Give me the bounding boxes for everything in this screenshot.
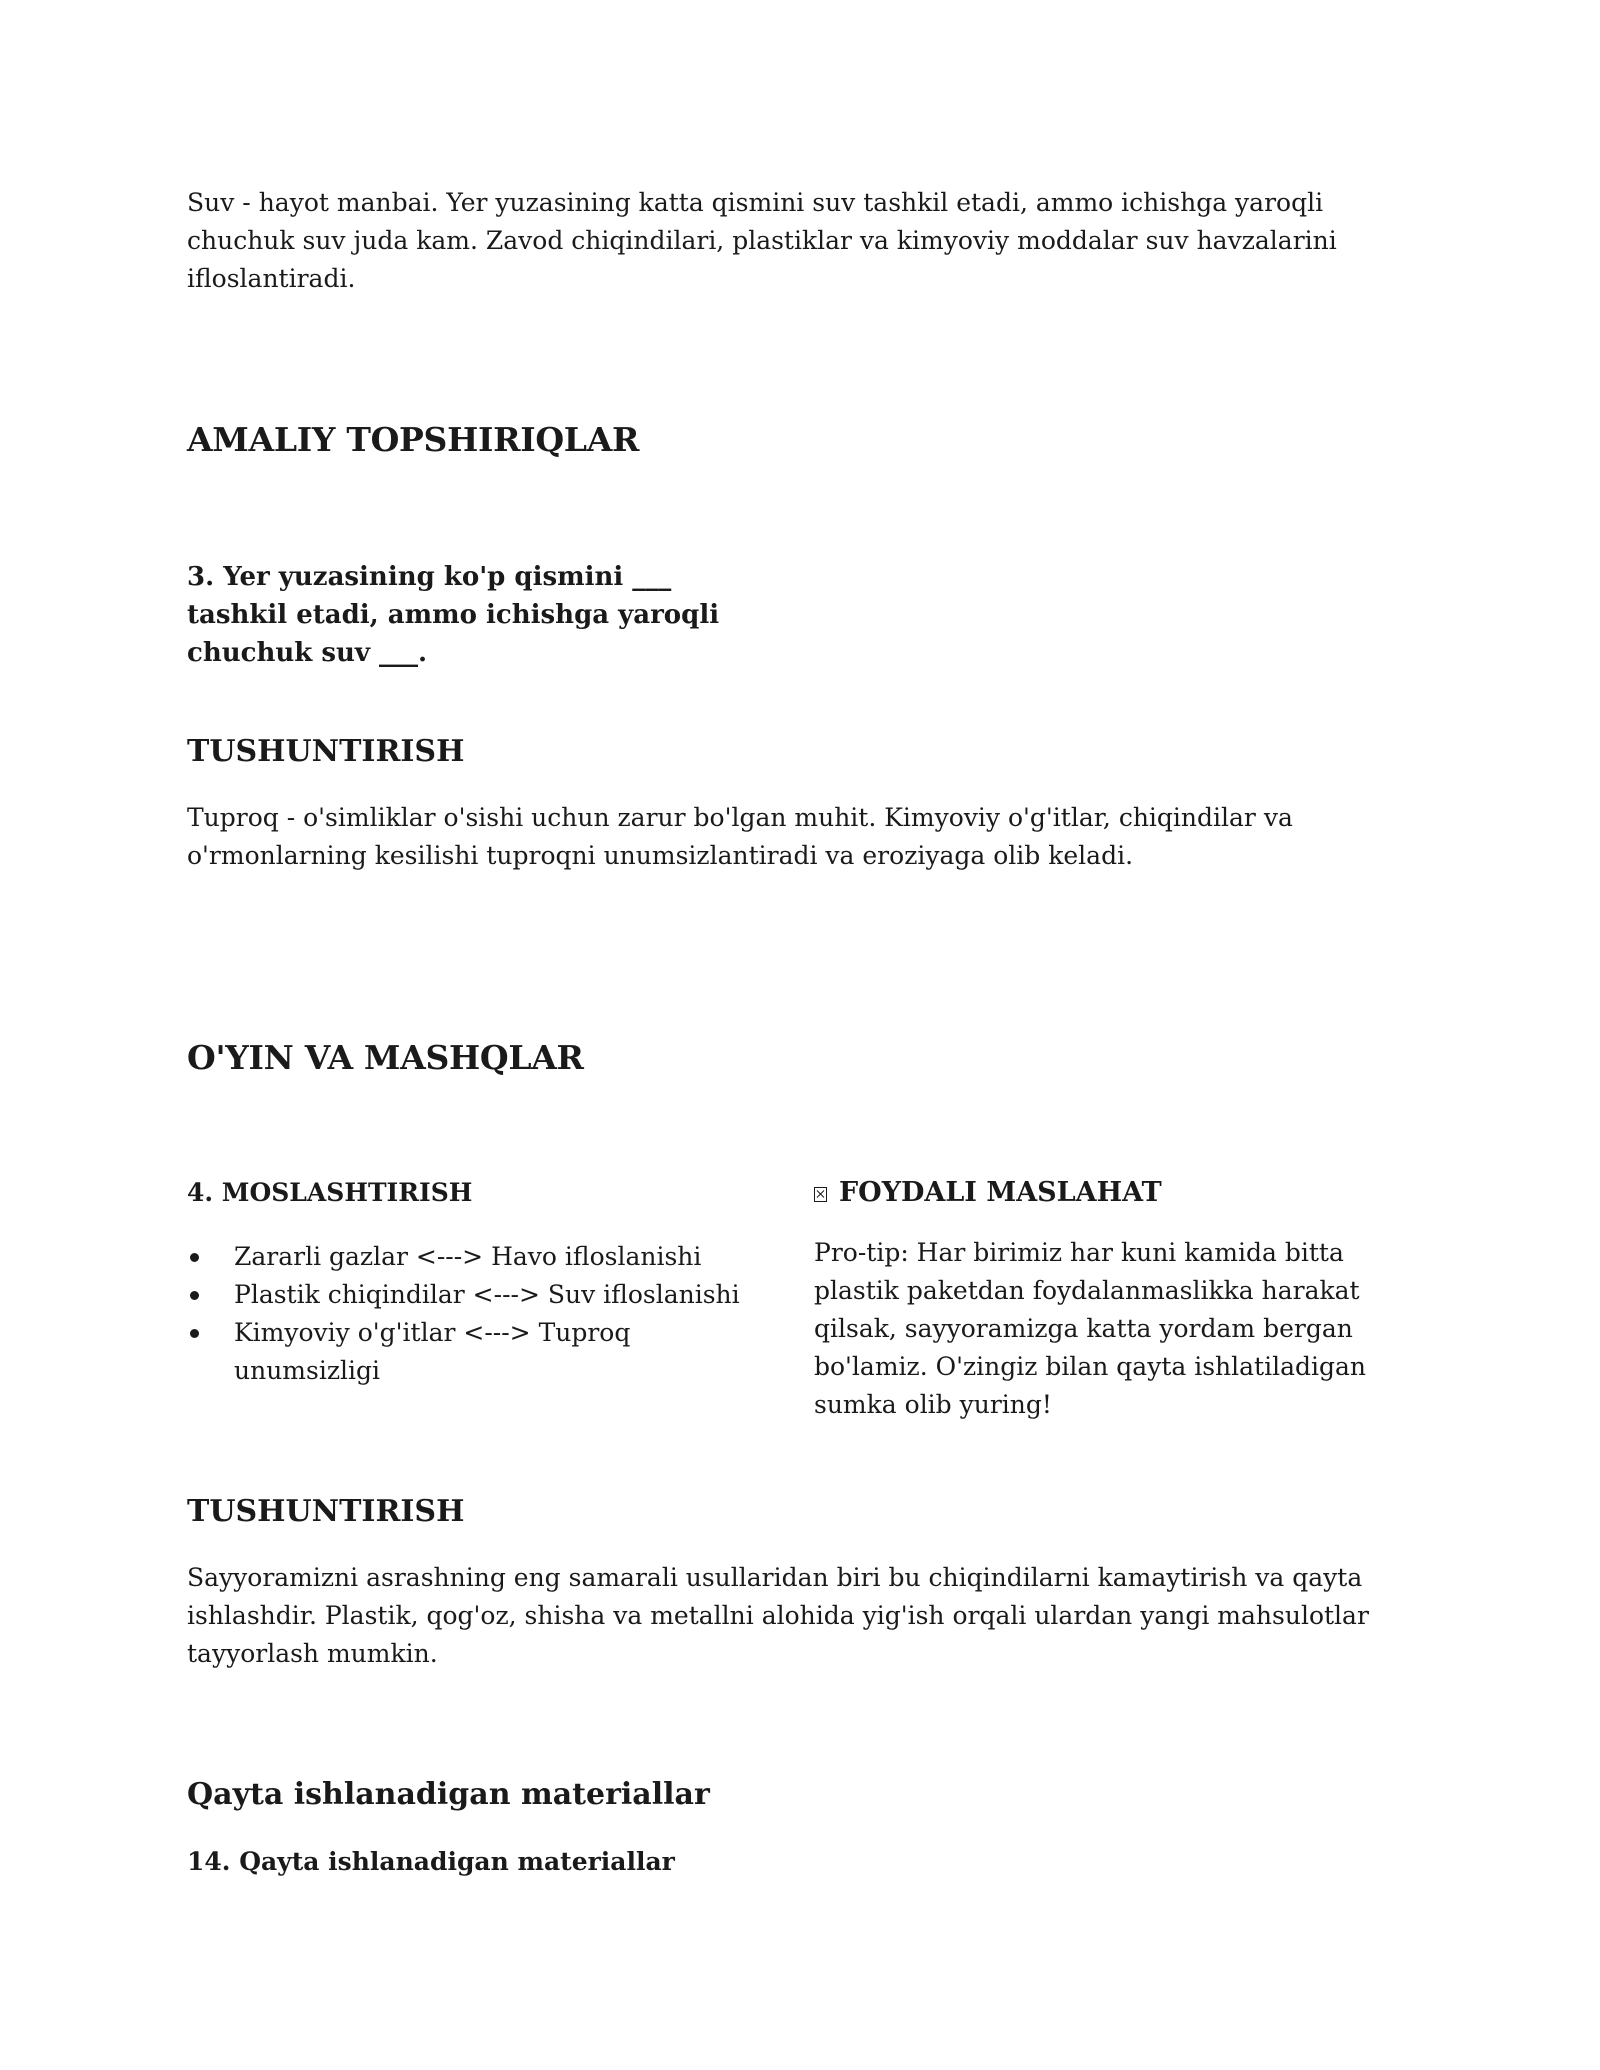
recycling-subheading: 14. Qayta ishlanadigan materiallar bbox=[187, 1847, 675, 1876]
explanation-heading-1: TUSHUNTIRISH bbox=[187, 734, 465, 769]
games-heading: O'YIN VA MASHQLAR bbox=[187, 1038, 584, 1077]
lightbulb-icon bbox=[814, 1187, 827, 1202]
tip-title: FOYDALI MASLAHAT bbox=[814, 1174, 1374, 1212]
matching-title: 4. MOSLASHTIRISH bbox=[187, 1178, 473, 1207]
practical-heading: AMALIY TOPSHIRIQLAR bbox=[187, 420, 640, 459]
practical-question: 3. Yer yuzasining ko'p qismini ___ tashkil etadi, ammo ichishga yaroqli chuchuk suv ___. bbox=[187, 562, 720, 668]
recycling-heading: Qayta ishlanadigan materiallar bbox=[187, 1777, 710, 1812]
list-item: Kimyoviy o'g'itlar <---> Tuproq unumsizligi bbox=[187, 1314, 767, 1390]
explanation-paragraph-1: Tuproq - o'simliklar o'sishi uchun zarur bo'lgan muhit. Kimyoviy o'g'itlar, chiqindilar va o'rmonlarning kesilishi tuproqni unumsizlantiradi va eroziyaga olib keladi. bbox=[187, 803, 1293, 870]
tip-text: Pro-tip: Har birimiz har kuni kamida bitta plastik paketdan foydalanmaslikka harakat qilsak, sayyoramizga katta yordam bergan bo'lamiz. O'zingiz bilan qayta ishlatiladigan sumka olib yuring! bbox=[814, 1238, 1367, 1419]
matching-section bbox=[187, 1174, 767, 1390]
intro-paragraph: Suv - hayot manbai. Yer yuzasining katta qismini suv tashkil etadi, ammo ichishga yaroqli chuchuk suv juda kam. Zavod chiqindilari, plastiklar va kimyoviy moddalar suv havzalarini ifloslantiradi. bbox=[187, 188, 1337, 293]
bullet-icon bbox=[190, 1291, 199, 1300]
bullet-icon bbox=[190, 1253, 199, 1262]
tip-section bbox=[814, 1174, 1374, 1424]
list-item: Zararli gazlar <---> Havo ifloslanishi bbox=[187, 1238, 767, 1276]
bullet-icon bbox=[190, 1329, 199, 1338]
explanation-heading-2: TUSHUNTIRISH bbox=[187, 1494, 465, 1529]
matching-list bbox=[187, 1238, 767, 1390]
explanation-paragraph-2: Sayyoramizni asrashning eng samarali usullaridan biri bu chiqindilarni kamaytirish va qayta ishlashdir. Plastik, qog'oz, shisha va metallni alohida yig'ish orqali ulardan yangi mahsulotlar tayyorlash mumkin. bbox=[187, 1563, 1369, 1668]
list-item: Plastik chiqindilar <---> Suv ifloslanishi bbox=[187, 1276, 767, 1314]
